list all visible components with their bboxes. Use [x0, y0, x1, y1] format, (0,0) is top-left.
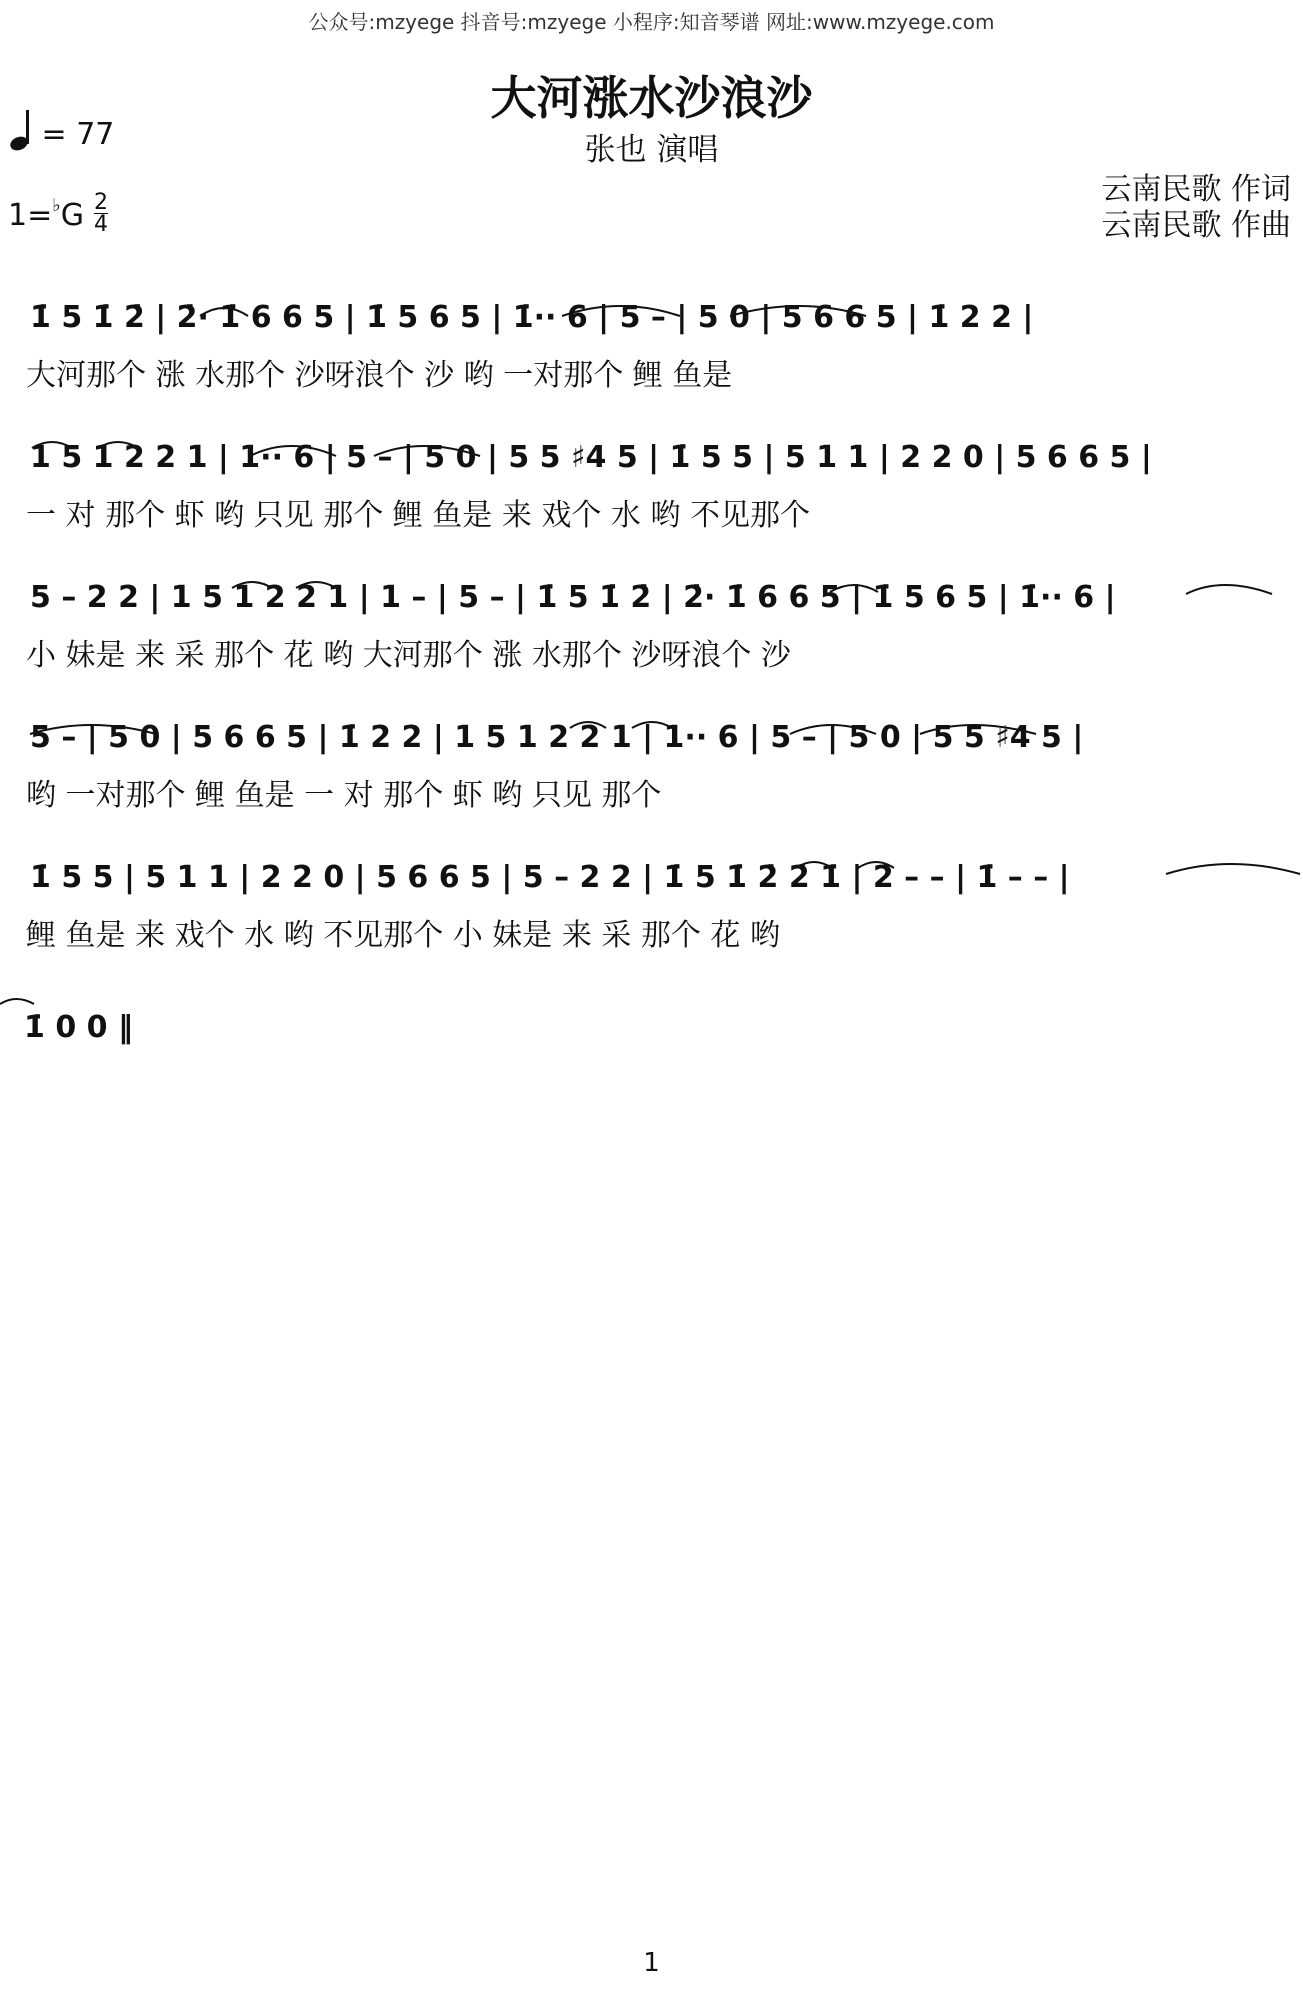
key-letter: G [60, 198, 84, 233]
composer-credit: 云南民歌 作曲 [1101, 208, 1291, 243]
notation-line: 1 5 1 2 2 1 | 1·· 6 | 5 – | 5 0 | 5 5 ♯4 5 | 1̇ 5 5 | 5 1 1 | 2 2 0 | 5 6 6 5 | [30, 440, 1152, 475]
score-system-2 [0, 430, 1303, 570]
notation-line: 5 – 2 2 | 1 5 1 2 2 1 | 1 – | 5 – | 1̇ 5 1̇ 2̇ | 2̇· 1̇ 6 6 5 | 1̇ 5 6 5 | 1̇·· 6 | [30, 580, 1116, 615]
score-system-1 [0, 290, 1303, 430]
score-system-5 [0, 850, 1303, 990]
notation-line: 1̇ 0 0 ‖ [24, 1010, 133, 1045]
time-numerator: 2 [94, 190, 108, 215]
notation-line: 1̇ 5 1̇ 2̇ | 2̇· 1̇ 6 6 5 | 1̇ 5 6 5 | 1̇·· 6 | 5 – | 5 0 | 5 6 6 5 | 1̇ 2 2 | [30, 300, 1034, 335]
slur-marks [0, 990, 1303, 1050]
lyrics-line: 小 妹是 来 采 那个 花 哟 大河那个 涨 水那个 沙呀浪个 沙 [26, 638, 791, 673]
lyrics-line: 哟 一对那个 鲤 鱼是 一 对 那个 虾 哟 只见 那个 [26, 778, 662, 813]
tempo-value: = 77 [41, 117, 115, 152]
score-system-4 [0, 710, 1303, 850]
page-number: 1 [643, 1948, 660, 1978]
notation-line: 1̇ 5 5 | 5 1 1 | 2 2 0 | 5 6 6 5 | 5 – 2 2 | 1̇ 5 1̇ 2̇ 2̇ 1̇ | 2̇ – – | 1̇ – – | [30, 860, 1070, 895]
score-system-6 [0, 990, 1303, 1130]
flat-icon: ♭ [52, 195, 61, 216]
site-info-header: 公众号:mzyege 抖音号:mzyege 小程序:知音琴谱 网址:www.mzyege.com [308, 10, 995, 34]
lyrics-line: 大河那个 涨 水那个 沙呀浪个 沙 哟 一对那个 鲤 鱼是 [26, 358, 733, 393]
lyrics-line: 鲤 鱼是 来 戏个 水 哟 不见那个 小 妹是 来 采 那个 花 哟 [26, 918, 780, 953]
score-system-3 [0, 570, 1303, 710]
notation-line: 5 – | 5 0 | 5 6 6 5 | 1̇ 2 2 | 1 5 1 2 2 1 | 1·· 6 | 5 – | 5 0 | 5 5 ♯4 5 | [30, 720, 1084, 755]
lyricist-credit: 云南民歌 作词 [1101, 172, 1291, 207]
time-denominator: 4 [94, 212, 108, 237]
quarter-note-icon [10, 108, 32, 150]
time-signature [94, 192, 108, 235]
credits [1101, 172, 1291, 244]
lyrics-line: 一 对 那个 虾 哟 只见 那个 鲤 鱼是 来 戏个 水 哟 不见那个 [26, 498, 810, 533]
performer-line: 张也 演唱 [584, 132, 719, 168]
song-title: 大河涨水沙浪沙 [490, 71, 813, 125]
key-prefix: 1= [8, 198, 53, 233]
key-signature [8, 195, 84, 233]
tempo-marking [10, 108, 114, 152]
